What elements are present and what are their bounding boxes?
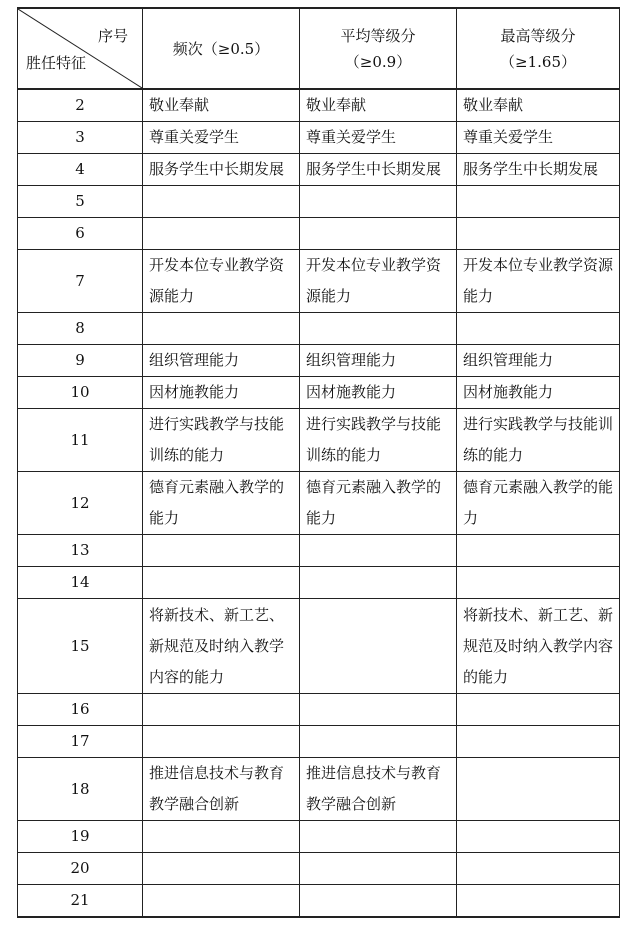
table-row <box>18 154 620 186</box>
average-score-cell: 敬业奉献 <box>300 89 457 122</box>
average-score-cell: 开发本位专业教学资源能力 <box>300 250 457 313</box>
table-row <box>18 885 620 918</box>
header-frequency-label: 频次（≥0.5） <box>172 39 270 58</box>
highest-score-cell <box>457 821 620 853</box>
frequency-cell: 组织管理能力 <box>143 345 300 377</box>
highest-score-cell <box>457 758 620 821</box>
highest-score-cell <box>457 313 620 345</box>
frequency-cell <box>143 885 300 918</box>
frequency-cell <box>143 218 300 250</box>
highest-score-cell: 德育元素融入教学的能力 <box>457 472 620 535</box>
highest-score-cell: 将新技术、新工艺、新规范及时纳入教学内容的能力 <box>457 599 620 694</box>
average-score-cell <box>300 567 457 599</box>
table-row <box>18 409 620 472</box>
table-row <box>18 377 620 409</box>
highest-score-cell <box>457 535 620 567</box>
table-row <box>18 853 620 885</box>
average-score-cell: 德育元素融入教学的能力 <box>300 472 457 535</box>
table-row <box>18 599 620 694</box>
frequency-cell: 将新技术、新工艺、新规范及时纳入教学内容的能力 <box>143 599 300 694</box>
row-number: 14 <box>18 567 143 599</box>
row-number: 8 <box>18 313 143 345</box>
average-score-cell <box>300 853 457 885</box>
frequency-cell: 进行实践教学与技能训练的能力 <box>143 409 300 472</box>
table-row <box>18 345 620 377</box>
table-row <box>18 694 620 726</box>
row-number: 7 <box>18 250 143 313</box>
header-highest-score <box>457 8 620 89</box>
average-score-cell <box>300 535 457 567</box>
highest-score-cell: 敬业奉献 <box>457 89 620 122</box>
average-score-cell <box>300 218 457 250</box>
row-number: 5 <box>18 186 143 218</box>
row-number: 9 <box>18 345 143 377</box>
row-number: 19 <box>18 821 143 853</box>
header-competency-label: 胜任特征 <box>26 54 87 72</box>
average-score-cell <box>300 821 457 853</box>
highest-score-cell: 组织管理能力 <box>457 345 620 377</box>
highest-score-cell <box>457 218 620 250</box>
table-row <box>18 218 620 250</box>
row-number: 16 <box>18 694 143 726</box>
frequency-cell <box>143 313 300 345</box>
frequency-cell <box>143 853 300 885</box>
average-score-cell <box>300 313 457 345</box>
highest-score-cell: 开发本位专业教学资源能力 <box>457 250 620 313</box>
frequency-cell <box>143 821 300 853</box>
frequency-cell: 推进信息技术与教育教学融合创新 <box>143 758 300 821</box>
row-number: 18 <box>18 758 143 821</box>
frequency-cell <box>143 726 300 758</box>
header-highest-threshold: （≥1.65） <box>500 52 576 71</box>
average-score-cell: 进行实践教学与技能训练的能力 <box>300 409 457 472</box>
table-row <box>18 89 620 122</box>
table-row <box>18 313 620 345</box>
frequency-cell: 尊重关爱学生 <box>143 122 300 154</box>
highest-score-cell <box>457 885 620 918</box>
header-average-score <box>300 8 457 89</box>
average-score-cell <box>300 726 457 758</box>
row-number: 3 <box>18 122 143 154</box>
frequency-cell: 开发本位专业教学资源能力 <box>143 250 300 313</box>
row-number: 4 <box>18 154 143 186</box>
header-frequency <box>143 8 300 89</box>
competency-table <box>17 7 620 918</box>
highest-score-cell <box>457 853 620 885</box>
frequency-cell: 德育元素融入教学的能力 <box>143 472 300 535</box>
frequency-cell <box>143 694 300 726</box>
table-row <box>18 250 620 313</box>
frequency-cell: 因材施教能力 <box>143 377 300 409</box>
header-average-threshold: （≥0.9） <box>344 52 412 71</box>
average-score-cell: 服务学生中长期发展 <box>300 154 457 186</box>
highest-score-cell <box>457 694 620 726</box>
row-number: 6 <box>18 218 143 250</box>
table-row <box>18 122 620 154</box>
header-highest-title: 最高等级分 <box>500 26 576 45</box>
table-row <box>18 567 620 599</box>
frequency-cell: 服务学生中长期发展 <box>143 154 300 186</box>
highest-score-cell: 进行实践教学与技能训练的能力 <box>457 409 620 472</box>
average-score-cell <box>300 694 457 726</box>
highest-score-cell: 因材施教能力 <box>457 377 620 409</box>
highest-score-cell: 尊重关爱学生 <box>457 122 620 154</box>
row-number: 20 <box>18 853 143 885</box>
frequency-cell <box>143 535 300 567</box>
average-score-cell: 因材施教能力 <box>300 377 457 409</box>
table-body <box>18 89 620 917</box>
diagonal-header-cell <box>18 8 143 89</box>
row-number: 17 <box>18 726 143 758</box>
row-number: 11 <box>18 409 143 472</box>
average-score-cell <box>300 599 457 694</box>
table-row <box>18 535 620 567</box>
average-score-cell <box>300 186 457 218</box>
frequency-cell <box>143 567 300 599</box>
highest-score-cell <box>457 726 620 758</box>
frequency-cell <box>143 186 300 218</box>
row-number: 21 <box>18 885 143 918</box>
header-serial-label: 序号 <box>97 27 128 45</box>
competency-table-wrapper <box>17 7 619 918</box>
table-row <box>18 758 620 821</box>
row-number: 10 <box>18 377 143 409</box>
frequency-cell: 敬业奉献 <box>143 89 300 122</box>
table-row <box>18 472 620 535</box>
highest-score-cell: 服务学生中长期发展 <box>457 154 620 186</box>
row-number: 15 <box>18 599 143 694</box>
row-number: 12 <box>18 472 143 535</box>
average-score-cell <box>300 885 457 918</box>
table-row <box>18 821 620 853</box>
row-number: 13 <box>18 535 143 567</box>
average-score-cell: 推进信息技术与教育教学融合创新 <box>300 758 457 821</box>
average-score-cell: 组织管理能力 <box>300 345 457 377</box>
highest-score-cell <box>457 186 620 218</box>
table-row <box>18 726 620 758</box>
row-number: 2 <box>18 89 143 122</box>
table-header-row <box>18 8 620 89</box>
header-average-title: 平均等级分 <box>340 26 416 45</box>
highest-score-cell <box>457 567 620 599</box>
average-score-cell: 尊重关爱学生 <box>300 122 457 154</box>
table-row <box>18 186 620 218</box>
